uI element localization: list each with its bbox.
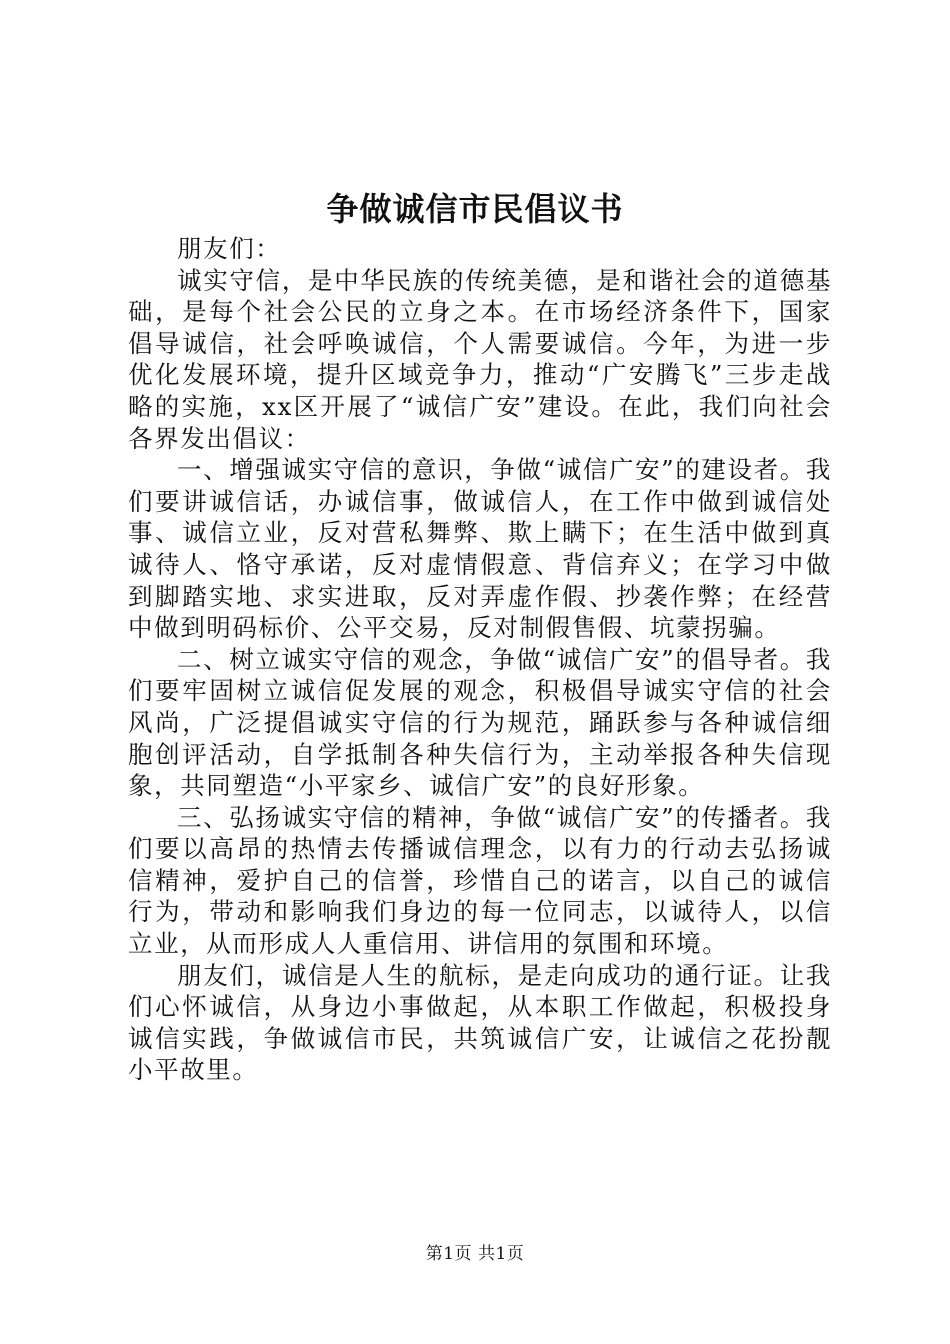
salutation-paragraph: 朋友们： — [177, 234, 282, 263]
document-title: 争做诚信市民倡议书 — [326, 190, 624, 228]
closing-paragraph: 朋友们，诚信是人生的航标，是走向成功的通行证。让我们心怀诚信，从身边小事做起，从本职工作做起，积极投身诚信实践，争做诚信市民，共筑诚信广安，让诚信之花扮靓小平故里。 — [128, 960, 832, 1085]
intro-paragraph: 诚实守信，是中华民族的传统美德，是和谐社会的道德基础，是每个社会公民的立身之本。在市场经济条件下，国家倡导诚信，社会呼唤诚信，个人需要诚信。今年，为进一步优化发展环境，提升区域竞争力，推动“广安腾飞”三步走战略的实施，xx区开展了“诚信广安”建设。在此，我们向社会各界发出倡议： — [128, 265, 832, 453]
page-footer: 第1页 共1页 — [425, 1244, 525, 1264]
proposal-one-paragraph: 一、增强诚实守信的意识，争做“诚信广安”的建设者。我们要讲诚信话，办诚信事，做诚信人，在工作中做到诚信处事、诚信立业，反对营私舞弊、欺上瞒下；在生活中做到真诚待人、恪守承诺，反对虚情假意、背信弃义；在学习中做到脚踏实地、求实进取，反对弄虚作假、抄袭作弊；在经营中做到明码标价、公平交易，反对制假售假、坑蒙拐骗。 — [128, 455, 832, 643]
proposal-three-paragraph: 三、弘扬诚实守信的精神，争做“诚信广安”的传播者。我们要以高昂的热情去传播诚信理念，以有力的行动去弘扬诚信精神，爱护自己的信誉，珍惜自己的诺言，以自己的诚信行为，带动和影响我们身边的每一位同志，以诚待人，以信立业，从而形成人人重信用、讲信用的氛围和环境。 — [128, 802, 832, 959]
proposal-two-paragraph: 二、树立诚实守信的观念，争做“诚信广安”的倡导者。我们要牢固树立诚信促发展的观念，积极倡导诚实守信的社会风尚，广泛提倡诚实守信的行为规范，踊跃参与各种诚信细胞创评活动，自学抵制各种失信行为，主动举报各种失信现象，共同塑造“小平家乡、诚信广安”的良好形象。 — [128, 644, 832, 801]
document-body — [128, 233, 832, 1086]
